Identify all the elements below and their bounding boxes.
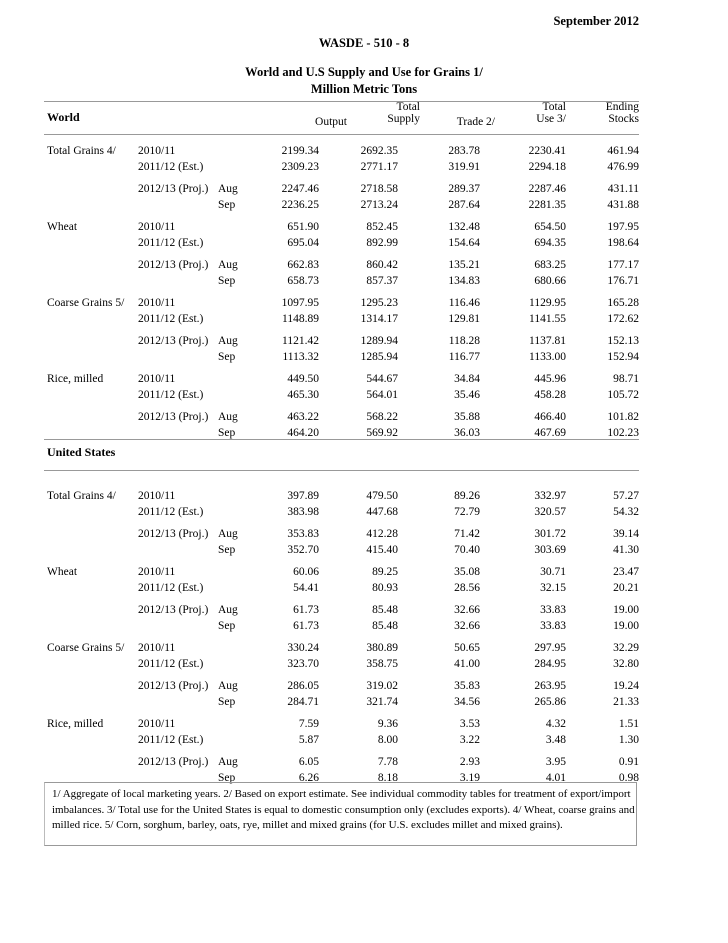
supply-value: 9.36 (377, 718, 398, 730)
trade-value: 134.83 (448, 275, 480, 287)
use-value: 4.01 (545, 772, 566, 784)
output-value: 353.83 (287, 528, 319, 540)
supply-value: 80.93 (372, 582, 398, 594)
trade-value: 89.26 (454, 490, 480, 502)
table-row (0, 566, 728, 582)
output-value: 60.06 (293, 566, 319, 578)
year-label: 2011/12 (Est.) (138, 506, 204, 518)
stocks-value: 461.94 (607, 145, 639, 157)
month-label: Sep (218, 275, 236, 287)
supply-value: 544.67 (366, 373, 398, 385)
year-label: 2010/11 (138, 718, 176, 730)
output-value: 1121.42 (282, 335, 319, 347)
year-label: 2012/13 (Proj.) (138, 756, 209, 768)
column-use-label-1: Total (542, 101, 566, 113)
use-value: 458.28 (534, 389, 566, 401)
stocks-value: 172.62 (607, 313, 639, 325)
month-label: Aug (218, 183, 238, 195)
table-row (0, 734, 728, 750)
trade-value: 35.88 (454, 411, 480, 423)
year-label: 2011/12 (Est.) (138, 734, 204, 746)
stocks-value: 32.80 (613, 658, 639, 670)
trade-value: 116.77 (448, 351, 480, 363)
use-value: 301.72 (534, 528, 566, 540)
output-value: 352.70 (287, 544, 319, 556)
year-label: 2012/13 (Proj.) (138, 680, 209, 692)
table-row (0, 275, 728, 291)
trade-value: 32.66 (454, 604, 480, 616)
supply-value: 564.01 (366, 389, 398, 401)
use-value: 320.57 (534, 506, 566, 518)
year-label: 2010/11 (138, 373, 176, 385)
month-label: Sep (218, 544, 236, 556)
month-label: Sep (218, 351, 236, 363)
report-units-text: Million Metric Tons (310, 82, 418, 96)
stocks-value: 476.99 (607, 161, 639, 173)
stocks-value: 98.71 (613, 373, 639, 385)
month-label: Aug (218, 335, 238, 347)
grain-label: Coarse Grains 5/ (47, 297, 125, 309)
output-value: 2247.46 (281, 183, 319, 195)
year-label: 2011/12 (Est.) (138, 237, 204, 249)
year-label: 2010/11 (138, 642, 176, 654)
supply-value: 1285.94 (360, 351, 398, 363)
table-row (0, 544, 728, 560)
month-label: Aug (218, 756, 238, 768)
use-value: 1133.00 (529, 351, 566, 363)
stocks-value: 431.11 (607, 183, 639, 195)
use-value: 2294.18 (528, 161, 566, 173)
trade-value: 71.42 (454, 528, 480, 540)
month-label: Sep (218, 772, 236, 784)
column-trade-label: Trade 2/ (456, 116, 495, 128)
grain-label: Wheat (47, 221, 78, 233)
month-label: Aug (218, 528, 238, 540)
trade-value: 287.64 (448, 199, 480, 211)
table-row (0, 199, 728, 215)
output-value: 1148.89 (282, 313, 319, 325)
stocks-value: 152.94 (607, 351, 639, 363)
supply-value: 2771.17 (360, 161, 398, 173)
use-value: 2281.35 (528, 199, 566, 211)
report-code-text: WASDE - 510 - 8 (318, 36, 410, 50)
trade-value: 36.03 (454, 427, 480, 439)
stocks-value: 19.00 (613, 620, 639, 632)
table-row (0, 680, 728, 696)
use-value: 3.95 (545, 756, 566, 768)
output-value: 61.73 (293, 620, 319, 632)
grain-label: Rice, milled (47, 718, 104, 730)
use-value: 297.95 (534, 642, 566, 654)
year-label: 2012/13 (Proj.) (138, 528, 209, 540)
output-value: 7.59 (298, 718, 319, 730)
trade-value: 289.37 (448, 183, 480, 195)
stocks-value: 198.64 (607, 237, 639, 249)
table-row (0, 161, 728, 177)
trade-value: 35.83 (454, 680, 480, 692)
trade-value: 32.66 (454, 620, 480, 632)
output-value: 463.22 (287, 411, 319, 423)
trade-value: 129.81 (448, 313, 480, 325)
output-value: 2236.25 (281, 199, 319, 211)
section-title-us: United States (47, 445, 116, 459)
table-row (0, 259, 728, 275)
supply-value: 1289.94 (360, 335, 398, 347)
footnote: 1/ Aggregate of local marketing years. 2/ Based on export estimate. See individual commodity tables for treatment of export/import imbalances. 3/ Total use for the United States is equal to domestic consumption only (excludes exports). 4/ Wheat, coarse grains and milled rice. 5/ Corn, sorghum, barley, oats, rye, millet and mixed grains (for U.S. excludes millet and mixed grains). (44, 782, 637, 846)
use-value: 2287.46 (528, 183, 566, 195)
stocks-value: 41.30 (613, 544, 639, 556)
grain-label: Total Grains 4/ (47, 490, 116, 502)
table-row (0, 237, 728, 253)
use-value: 33.83 (540, 604, 566, 616)
table-row (0, 490, 728, 506)
grain-label: Total Grains 4/ (47, 145, 116, 157)
supply-value: 8.18 (377, 772, 398, 784)
stocks-value: 105.72 (607, 389, 639, 401)
supply-value: 2713.24 (360, 199, 398, 211)
output-value: 286.05 (287, 680, 319, 692)
stocks-value: 0.98 (618, 772, 639, 784)
trade-value: 154.64 (448, 237, 480, 249)
year-label: 2011/12 (Est.) (138, 582, 204, 594)
use-value: 30.71 (540, 566, 566, 578)
trade-value: 34.84 (454, 373, 480, 385)
trade-value: 72.79 (454, 506, 480, 518)
column-output-label: Output (315, 116, 347, 128)
trade-value: 118.28 (448, 335, 480, 347)
output-value: 6.05 (298, 756, 319, 768)
year-label: 2012/13 (Proj.) (138, 335, 209, 347)
use-value: 466.40 (534, 411, 566, 423)
year-label: 2010/11 (138, 297, 176, 309)
table-row (0, 389, 728, 405)
output-value: 1097.95 (281, 297, 319, 309)
use-value: 654.50 (534, 221, 566, 233)
year-label: 2010/11 (138, 145, 176, 157)
month-label: Aug (218, 604, 238, 616)
table-row (0, 658, 728, 674)
table-row (0, 221, 728, 237)
trade-value: 132.48 (448, 221, 480, 233)
supply-value: 479.50 (366, 490, 398, 502)
stocks-value: 0.91 (618, 756, 639, 768)
table-row (0, 506, 728, 522)
trade-value: 3.53 (459, 718, 480, 730)
supply-value: 569.92 (366, 427, 398, 439)
use-value: 263.95 (534, 680, 566, 692)
supply-value: 321.74 (366, 696, 398, 708)
month-label: Sep (218, 427, 236, 439)
table-row (0, 313, 728, 329)
column-supply-label-2: Supply (387, 113, 420, 125)
stocks-value: 152.13 (607, 335, 639, 347)
stocks-value: 101.82 (607, 411, 639, 423)
use-value: 694.35 (534, 237, 566, 249)
stocks-value: 197.95 (607, 221, 639, 233)
table-row (0, 756, 728, 772)
output-value: 658.73 (287, 275, 319, 287)
output-value: 383.98 (287, 506, 319, 518)
output-value: 284.71 (287, 696, 319, 708)
supply-value: 1295.23 (360, 297, 398, 309)
table-row (0, 718, 728, 734)
table-row (0, 642, 728, 658)
output-value: 651.90 (287, 221, 319, 233)
supply-value: 2718.58 (360, 183, 398, 195)
stocks-value: 21.33 (613, 696, 639, 708)
year-label: 2012/13 (Proj.) (138, 604, 209, 616)
use-value: 3.48 (545, 734, 566, 746)
use-value: 1141.55 (529, 313, 566, 325)
stocks-value: 431.88 (607, 199, 639, 211)
supply-value: 2692.35 (360, 145, 398, 157)
supply-value: 380.89 (366, 642, 398, 654)
trade-value: 28.56 (454, 582, 480, 594)
year-label: 2012/13 (Proj.) (138, 259, 209, 271)
output-value: 330.24 (287, 642, 319, 654)
table-row (0, 145, 728, 161)
use-value: 4.32 (545, 718, 566, 730)
table-row (0, 582, 728, 598)
column-use-label-2: Use 3/ (536, 113, 566, 125)
supply-value: 412.28 (366, 528, 398, 540)
year-label: 2010/11 (138, 490, 176, 502)
trade-value: 3.22 (459, 734, 480, 746)
use-value: 265.86 (534, 696, 566, 708)
use-value: 32.15 (540, 582, 566, 594)
stocks-value: 1.30 (618, 734, 639, 746)
use-value: 284.95 (534, 658, 566, 670)
trade-value: 50.65 (454, 642, 480, 654)
output-value: 323.70 (287, 658, 319, 670)
supply-value: 857.37 (366, 275, 398, 287)
output-value: 662.83 (287, 259, 319, 271)
month-label: Aug (218, 411, 238, 423)
output-value: 464.20 (287, 427, 319, 439)
supply-value: 8.00 (377, 734, 398, 746)
year-label: 2010/11 (138, 566, 176, 578)
stocks-value: 177.17 (607, 259, 639, 271)
month-label: Aug (218, 680, 238, 692)
supply-value: 852.45 (366, 221, 398, 233)
output-value: 1113.32 (282, 351, 319, 363)
supply-value: 85.48 (372, 620, 398, 632)
stocks-value: 32.29 (613, 642, 639, 654)
supply-value: 89.25 (372, 566, 398, 578)
trade-value: 41.00 (454, 658, 480, 670)
use-value: 332.97 (534, 490, 566, 502)
supply-value: 1314.17 (360, 313, 398, 325)
use-value: 680.66 (534, 275, 566, 287)
output-value: 54.41 (293, 582, 319, 594)
use-value: 467.69 (534, 427, 566, 439)
column-stocks-label-2: Stocks (608, 113, 639, 125)
use-value: 303.69 (534, 544, 566, 556)
trade-value: 3.19 (459, 772, 480, 784)
stocks-value: 39.14 (613, 528, 639, 540)
output-value: 61.73 (293, 604, 319, 616)
year-label: 2012/13 (Proj.) (138, 411, 209, 423)
use-value: 2230.41 (528, 145, 566, 157)
year-label: 2011/12 (Est.) (138, 658, 204, 670)
stocks-value: 19.24 (613, 680, 639, 692)
table-row (0, 351, 728, 367)
year-label: 2011/12 (Est.) (138, 161, 204, 173)
supply-value: 358.75 (366, 658, 398, 670)
supply-value: 447.68 (366, 506, 398, 518)
grain-label: Rice, milled (47, 373, 104, 385)
table-row (0, 373, 728, 389)
output-value: 449.50 (287, 373, 319, 385)
output-value: 397.89 (287, 490, 319, 502)
grain-label: Coarse Grains 5/ (47, 642, 125, 654)
month-label: Sep (218, 620, 236, 632)
trade-value: 319.91 (448, 161, 480, 173)
trade-value: 135.21 (448, 259, 480, 271)
stocks-value: 176.71 (607, 275, 639, 287)
report-title-text: World and U.S Supply and Use for Grains 1/ (245, 65, 483, 79)
table-row (0, 620, 728, 636)
stocks-value: 20.21 (613, 582, 639, 594)
stocks-value: 23.47 (613, 566, 639, 578)
stocks-value: 19.00 (613, 604, 639, 616)
trade-value: 35.08 (454, 566, 480, 578)
trade-value: 34.56 (454, 696, 480, 708)
month-label: Aug (218, 259, 238, 271)
stocks-value: 102.23 (607, 427, 639, 439)
output-value: 695.04 (287, 237, 319, 249)
table-row (0, 335, 728, 351)
year-label: 2011/12 (Est.) (138, 313, 204, 325)
supply-value: 892.99 (366, 237, 398, 249)
us-rule-bottom (44, 470, 639, 471)
output-value: 6.26 (298, 772, 319, 784)
report-date: September 2012 (553, 14, 639, 28)
month-label: Sep (218, 199, 236, 211)
stocks-value: 165.28 (607, 297, 639, 309)
supply-value: 85.48 (372, 604, 398, 616)
output-value: 5.87 (298, 734, 319, 746)
month-label: Sep (218, 696, 236, 708)
output-value: 465.30 (287, 389, 319, 401)
stocks-value: 54.32 (613, 506, 639, 518)
table-row (0, 427, 728, 443)
grain-label: Wheat (47, 566, 78, 578)
table-row (0, 604, 728, 620)
use-value: 1137.81 (529, 335, 566, 347)
use-value: 683.25 (534, 259, 566, 271)
output-value: 2309.23 (281, 161, 319, 173)
supply-value: 568.22 (366, 411, 398, 423)
trade-value: 35.46 (454, 389, 480, 401)
year-label: 2011/12 (Est.) (138, 389, 204, 401)
us-rule-top (44, 439, 639, 440)
use-value: 33.83 (540, 620, 566, 632)
table-row (0, 297, 728, 313)
table-row (0, 183, 728, 199)
column-stocks-label-1: Ending (605, 101, 639, 113)
trade-value: 116.46 (448, 297, 480, 309)
table-row (0, 528, 728, 544)
supply-value: 860.42 (366, 259, 398, 271)
year-label: 2012/13 (Proj.) (138, 183, 209, 195)
trade-value: 2.93 (459, 756, 480, 768)
table-row (0, 411, 728, 427)
trade-value: 283.78 (448, 145, 480, 157)
output-value: 2199.34 (281, 145, 319, 157)
supply-value: 415.40 (366, 544, 398, 556)
stocks-value: 57.27 (613, 490, 639, 502)
use-value: 1129.95 (529, 297, 566, 309)
trade-value: 70.40 (454, 544, 480, 556)
supply-value: 319.02 (366, 680, 398, 692)
use-value: 445.96 (534, 373, 566, 385)
section-title-world: World (47, 110, 80, 124)
stocks-value: 1.51 (618, 718, 639, 730)
supply-value: 7.78 (377, 756, 398, 768)
table-row (0, 696, 728, 712)
column-supply-label-1: Total (396, 101, 420, 113)
year-label: 2010/11 (138, 221, 176, 233)
